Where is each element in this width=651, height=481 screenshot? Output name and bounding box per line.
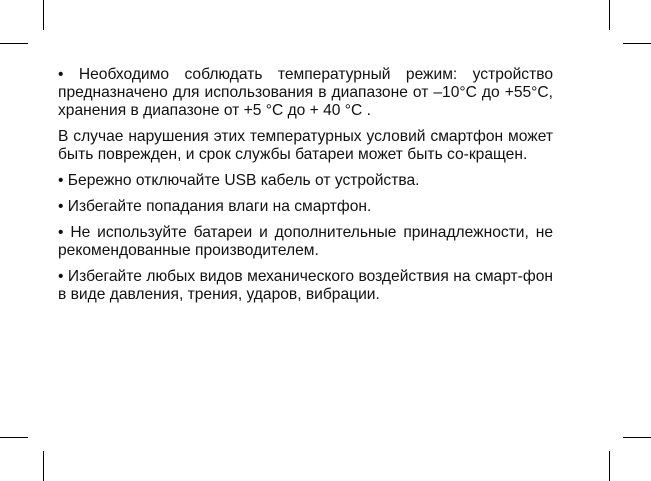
crop-mark-top-left-horizontal <box>0 43 28 44</box>
crop-mark-top-left-vertical <box>43 0 44 30</box>
crop-mark-bottom-left-vertical <box>43 451 44 481</box>
paragraph-moisture: • Избегайте попадания влаги на смартфон. <box>58 198 372 215</box>
paragraph-accessories: • Не используйте батареи и дополнительные принадлежности, не рекомендованные производителем. <box>58 224 553 259</box>
safety-instructions-text <box>58 66 553 312</box>
paragraph-temperature-regime: • Необходимо соблюдать температурный режим: устройство предназначено для использования в диапазоне от –10°C до +55°C, хранения в диапазоне от +5 °C до + 40 °C . <box>58 66 553 119</box>
crop-mark-bottom-left-horizontal <box>0 437 28 438</box>
crop-mark-bottom-right-horizontal <box>623 437 651 438</box>
paragraph-temperature-warning: В случае нарушения этих температурных условий смартфон может быть поврежден, и срок службы батареи может быть со-кращен. <box>58 128 553 163</box>
paragraph-mechanical-impact: • Избегайте любых видов механического воздействия на смарт-фон в виде давления, трения, ударов, вибрации. <box>58 268 553 303</box>
crop-mark-top-right-vertical <box>609 0 610 30</box>
crop-mark-bottom-right-vertical <box>609 451 610 481</box>
crop-mark-top-right-horizontal <box>623 43 651 44</box>
paragraph-usb-cable: • Бережно отключайте USB кабель от устройства. <box>58 172 420 189</box>
